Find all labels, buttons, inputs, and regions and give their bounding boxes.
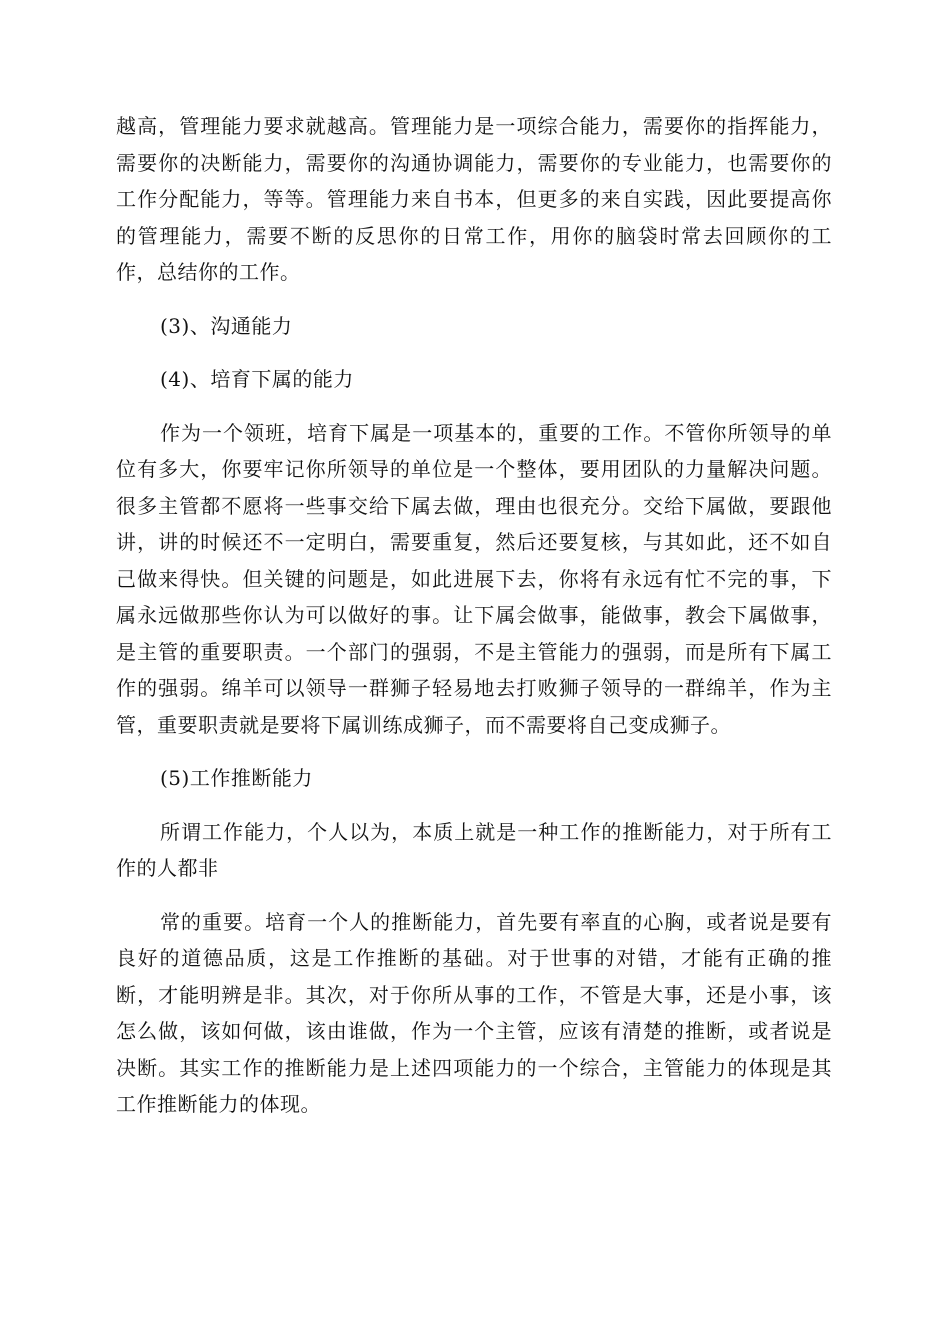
paragraph-gap	[116, 398, 832, 415]
heading-communication-ability: (3)、沟通能力	[160, 313, 293, 338]
paragraph-work-judgment-intro: 所谓工作能力，个人以为，本质上就是一种工作的推断能力，对于所有工作的人都非	[116, 819, 832, 880]
paragraph-gap	[116, 887, 832, 904]
heading-cultivate-subordinates: (4)、培育下属的能力	[160, 367, 354, 391]
document-page	[116, 108, 832, 1123]
paragraph-gap	[116, 344, 832, 361]
paragraph-gap	[116, 743, 832, 760]
paragraph-gap	[116, 291, 832, 308]
heading-work-judgment: (5)工作推断能力	[160, 766, 313, 790]
paragraph-work-judgment-body: 常的重要。培育一个人的推断能力，首先要有率直的心胸，或者说是要有良好的道德品质，这是工作推断的基础。对于世事的对错，才能有正确的推断，才能明辨是非。其次，对于你所从事的工作，不管是大事，还是小事，该怎么做，该如何做，该由谁做，作为一个主管，应该有清楚的推断，或者说是决断。其实工作的推断能力是上述四项能力的一个综合，主管能力的体现是其工作推断能力的体现。	[116, 909, 832, 1116]
paragraph-management-ability: 越高，管理能力要求就越高。管理能力是一项综合能力，需要你的指挥能力，需要你的决断能力，需要你的沟通协调能力，需要你的专业能力，也需要你的工作分配能力，等等。管理能力来自书本，但更多的来自实践，因此要提高你的管理能力，需要不断的反思你的日常工作，用你的脑袋时常去回顾你的工作，总结你的工作。	[116, 114, 832, 284]
paragraph-gap	[116, 797, 832, 814]
paragraph-cultivate-subordinates: 作为一个领班，培育下属是一项基本的，重要的工作。不管你所领导的单位有多大，你要牢记你所领导的单位是一个整体，要用团队的力量解决问题。很多主管都不愿将一些事交给下属去做，理由也很充分。交给下属做，要跟他讲，讲的时候还不一定明白，需要重复，然后还要复核，与其如此，还不如自己做来得快。但关键的问题是，如此进展下去，你将有永远有忙不完的事，下属永远做那些你认为可以做好的事。让下属会做事，能做事，教会下属做事，是主管的重要职责。一个部门的强弱，不是主管能力的强弱，而是所有下属工作的强弱。绵羊可以领导一群狮子轻易地去打败狮子领导的一群绵羊，作为主管，重要职责就是要将下属训练成狮子，而不需要将自己变成狮子。	[116, 420, 832, 737]
